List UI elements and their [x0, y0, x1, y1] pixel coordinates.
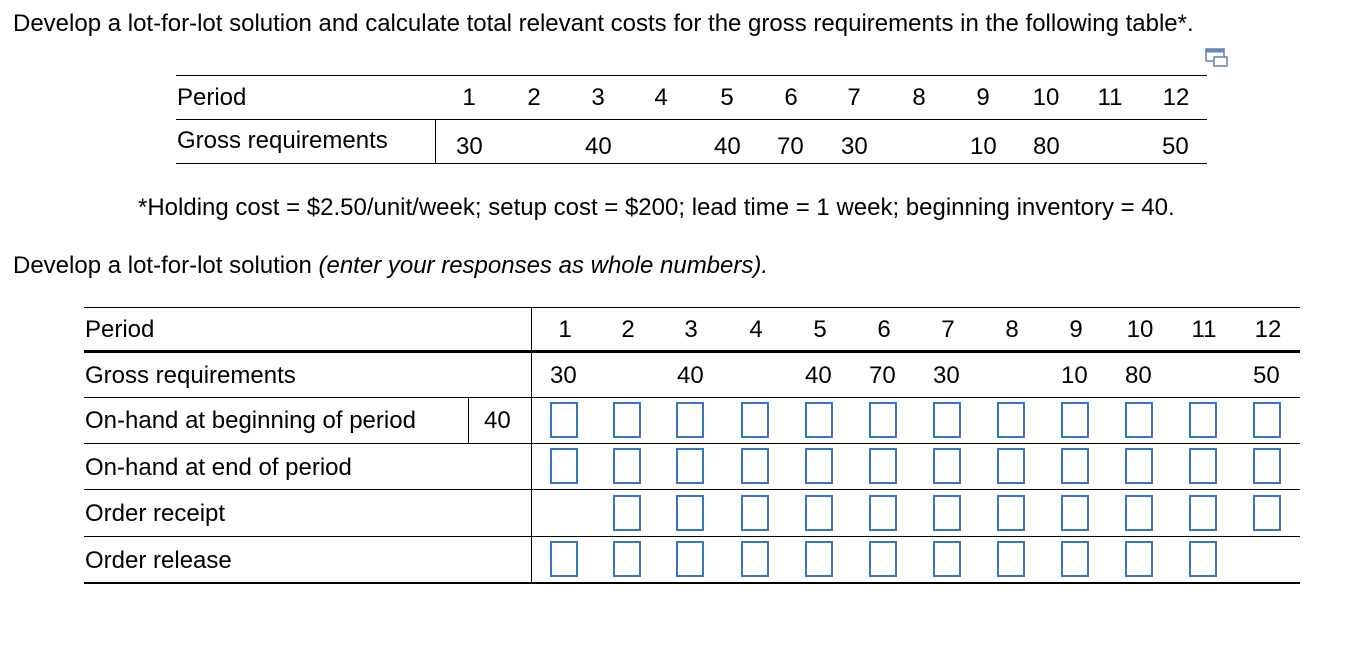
order-receipt-input-period-7[interactable]	[933, 495, 961, 531]
on-hand-end-input-period-10[interactable]	[1125, 448, 1153, 484]
given-table-mid-rule	[176, 119, 1207, 120]
on-hand-end-input-period-8[interactable]	[997, 448, 1025, 484]
given-period-3: 3	[591, 84, 605, 111]
on-hand-end-input-period-9[interactable]	[1061, 448, 1089, 484]
order-receipt-input-period-3[interactable]	[676, 495, 704, 531]
given-table-divider	[435, 119, 436, 163]
on-hand-begin-input-period-12[interactable]	[1253, 402, 1281, 438]
answer-gross-3: 40	[677, 362, 704, 389]
answer-table-rule-2	[84, 443, 1300, 444]
answer-period-3: 3	[684, 316, 698, 343]
given-period-4: 4	[654, 84, 668, 111]
on-hand-begin-label: On-hand at beginning of period	[85, 407, 416, 434]
given-table-top-rule	[176, 75, 1207, 76]
given-gross-7: 30	[841, 133, 868, 160]
on-hand-begin-input-period-11[interactable]	[1189, 402, 1217, 438]
answer-period-5: 5	[813, 316, 827, 343]
given-period-9: 9	[976, 84, 990, 111]
given-period-label: Period	[177, 84, 247, 111]
answer-period-6: 6	[877, 316, 891, 343]
answer-table-rule-4	[84, 536, 1300, 537]
on-hand-begin-input-period-10[interactable]	[1125, 402, 1153, 438]
order-release-input-period-5[interactable]	[805, 541, 833, 577]
order-receipt-input-period-9[interactable]	[1061, 495, 1089, 531]
given-period-11: 11	[1097, 84, 1123, 111]
answer-table-bottom-rule	[84, 582, 1300, 584]
given-period-10: 10	[1032, 84, 1060, 111]
on-hand-begin-input-period-5[interactable]	[805, 402, 833, 438]
order-receipt-input-period-11[interactable]	[1189, 495, 1217, 531]
on-hand-begin-input-period-4[interactable]	[741, 402, 769, 438]
order-release-input-period-2[interactable]	[613, 541, 641, 577]
answer-table-rule-1	[84, 397, 1300, 398]
on-hand-begin-input-period-3[interactable]	[676, 402, 704, 438]
given-gross-6: 70	[777, 133, 804, 160]
on-hand-end-input-period-11[interactable]	[1189, 448, 1217, 484]
answer-gross-12: 50	[1253, 362, 1280, 389]
answer-gross-label: Gross requirements	[85, 362, 296, 389]
answer-gross-9: 10	[1061, 362, 1088, 389]
beginning-inventory-divider	[468, 397, 469, 443]
order-release-input-period-1[interactable]	[550, 541, 578, 577]
answer-gross-6: 70	[869, 362, 896, 389]
given-period-8: 8	[912, 84, 926, 111]
answer-period-4: 4	[749, 316, 763, 343]
on-hand-end-input-period-3[interactable]	[676, 448, 704, 484]
given-period-5: 5	[720, 84, 734, 111]
answer-table-top-rule	[84, 307, 1300, 308]
popup-window-icon[interactable]	[1205, 48, 1229, 68]
order-receipt-input-period-5[interactable]	[805, 495, 833, 531]
order-receipt-input-period-12[interactable]	[1253, 495, 1281, 531]
given-period-1: 1	[462, 84, 476, 111]
answer-period-1: 1	[558, 316, 572, 343]
on-hand-end-input-period-2[interactable]	[613, 448, 641, 484]
order-receipt-input-period-8[interactable]	[997, 495, 1025, 531]
given-gross-10: 80	[1033, 133, 1060, 160]
on-hand-end-input-period-12[interactable]	[1253, 448, 1281, 484]
order-receipt-input-period-6[interactable]	[869, 495, 897, 531]
given-gross-12: 50	[1162, 133, 1189, 160]
given-table-bottom-rule	[176, 163, 1207, 164]
on-hand-begin-input-period-1[interactable]	[550, 402, 578, 438]
beginning-inventory-value: 40	[484, 407, 511, 434]
instruction	[13, 252, 768, 280]
instruction-hint: (enter your responses as whole numbers).	[318, 252, 769, 279]
answer-gross-10: 80	[1125, 362, 1152, 389]
question-title: Develop a lot-for-lot solution and calculate total relevant costs for the gross requirements in the following table*.	[13, 10, 1194, 37]
answer-gross-5: 40	[805, 362, 832, 389]
given-period-6: 6	[784, 84, 798, 111]
on-hand-begin-input-period-8[interactable]	[997, 402, 1025, 438]
on-hand-end-input-period-1[interactable]	[550, 448, 578, 484]
answer-period-11: 11	[1191, 316, 1217, 343]
order-release-label: Order release	[85, 547, 232, 574]
given-period-7: 7	[847, 84, 861, 111]
order-receipt-input-period-4[interactable]	[741, 495, 769, 531]
on-hand-begin-input-period-9[interactable]	[1061, 402, 1089, 438]
given-gross-5: 40	[714, 133, 741, 160]
answer-gross-7: 30	[933, 362, 960, 389]
on-hand-begin-input-period-7[interactable]	[933, 402, 961, 438]
on-hand-end-input-period-4[interactable]	[741, 448, 769, 484]
answer-period-8: 8	[1005, 316, 1019, 343]
answer-period-12: 12	[1254, 316, 1282, 343]
instruction-text: Develop a lot-for-lot solution	[13, 252, 319, 279]
order-release-input-period-6[interactable]	[869, 541, 897, 577]
on-hand-end-label: On-hand at end of period	[85, 454, 352, 481]
on-hand-begin-input-period-6[interactable]	[869, 402, 897, 438]
given-gross-9: 10	[970, 133, 997, 160]
order-release-input-period-9[interactable]	[1061, 541, 1089, 577]
given-gross-label: Gross requirements	[177, 127, 388, 154]
order-receipt-input-period-10[interactable]	[1125, 495, 1153, 531]
answer-period-9: 9	[1069, 316, 1083, 343]
order-release-input-period-7[interactable]	[933, 541, 961, 577]
given-period-2: 2	[527, 84, 541, 111]
order-receipt-input-period-2[interactable]	[613, 495, 641, 531]
given-gross-3: 40	[585, 133, 612, 160]
answer-period-2: 2	[621, 316, 635, 343]
given-period-12: 12	[1162, 84, 1190, 111]
answer-period-label: Period	[85, 316, 155, 343]
answer-table-divider	[531, 307, 532, 583]
cost-footnote: *Holding cost = $2.50/unit/week; setup cost = $200; lead time = 1 week; beginning inventory = 40.	[138, 194, 1175, 221]
on-hand-begin-input-period-2[interactable]	[613, 402, 641, 438]
on-hand-end-input-period-5[interactable]	[805, 448, 833, 484]
given-gross-1: 30	[456, 133, 483, 160]
answer-gross-1: 30	[550, 362, 577, 389]
order-release-input-period-4[interactable]	[741, 541, 769, 577]
answer-period-7: 7	[941, 316, 955, 343]
on-hand-end-input-period-6[interactable]	[869, 448, 897, 484]
order-receipt-label: Order receipt	[85, 500, 226, 527]
answer-period-10: 10	[1126, 316, 1154, 343]
order-release-input-period-3[interactable]	[676, 541, 704, 577]
order-release-input-period-8[interactable]	[997, 541, 1025, 577]
order-release-input-period-10[interactable]	[1125, 541, 1153, 577]
order-release-input-period-11[interactable]	[1189, 541, 1217, 577]
on-hand-end-input-period-7[interactable]	[933, 448, 961, 484]
answer-table-header-rule	[84, 350, 1300, 353]
answer-table-rule-3	[84, 489, 1300, 490]
